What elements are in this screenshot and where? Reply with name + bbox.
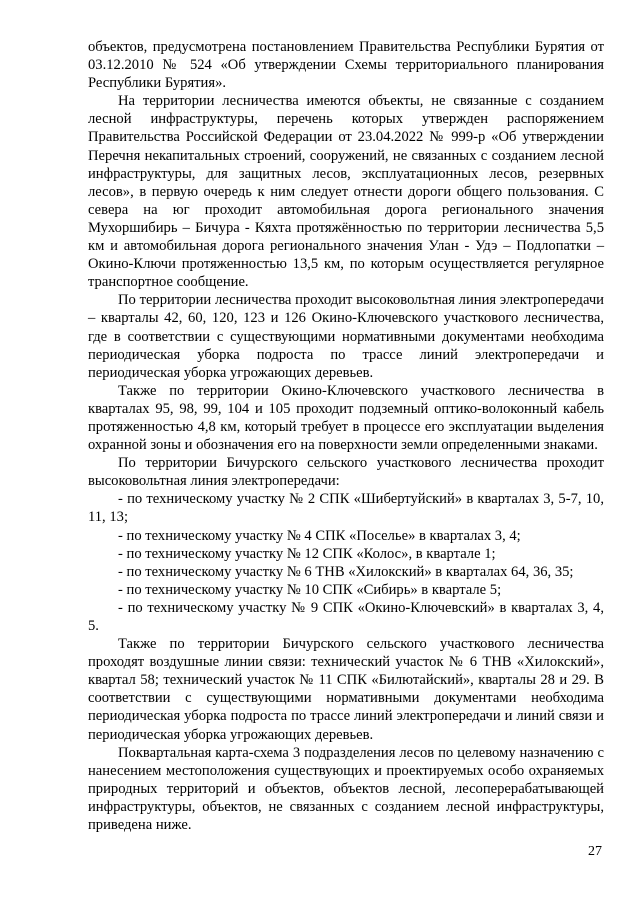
list-item: - по техническому участку № 10 СПК «Сибирь» в квартале 5; [118,581,502,598]
page-number: 27 [588,844,602,859]
paragraph-continuation: объектов, предусмотрена постановлением Правительства Республики Бурятия от 03.12.2010 № 524 «Об утверждении Схемы территориального планирования Республики Бурятия». [88,39,604,92]
paragraph-bichura-power-line-intro: По территории Бичурского сельского участкового лесничества проходит высоковольтная линия электропередачи: [88,455,604,490]
paragraph-communication-lines: Также по территории Бичурского сельского участкового лесничества проходят воздушные линии связи: технический участок № 6 ТНВ «Хилокский», квартал 58; технический участок № 11 СПК «Билютайский», кварталы 28 и 29. В соответствии с существующими нормативными документами необходима периодическая уборка подроста по трассе линий электропередачи и линий связи и периодическая уборка угрожающих деревьев. [88,636,604,743]
paragraph-power-line: По территории лесничества проходит высоковольтная линия электропередачи – кварталы 42, 60, 120, 123 и 126 Окино-Ключевского участкового лесничества, где в соответствии с существующими нормативными документами необходима периодическая уборка подроста по трассе линий электропередачи и периодическая уборка угрожающих деревьев. [88,292,604,381]
list-item: - по техническому участку № 12 СПК «Колос», в квартале 1; [118,545,496,562]
list-item: - по техническому участку № 9 СПК «Окино-Ключевский» в кварталах 3, 4, 5. [88,599,604,634]
paragraph-non-infrastructure-objects: На территории лесничества имеются объекты, не связанные с созданием лесной инфраструктуры, перечень которых утвержден распоряжением Правительства Российской Федерации от 23.04.2022 № 999-р «Об утверждении Перечня некапитальных строений, сооружений, не связанных с созданием лесной инфраструктуры, для защитных лесов, эксплуатационных лесов, резервных лесов», в первую очередь к ним следует отнести дороги общего пользования. С севера на юг проходит автомобильная дорога регионального значения Мухоршибирь – Бичура - Кяхта протяжённостью по территории лесничества 5,5 км и автомобильная дорога регионального значения Улан - Удэ – Подлопатки – Окино-Ключи протяженностью 13,5 км, по которым осуществляется регулярное транспортное сообщение. [88,93,604,291]
list-item: - по техническому участку № 6 ТНВ «Хилокский» в кварталах 64, 36, 35; [118,563,574,580]
paragraph-map-reference: Поквартальная карта-схема 3 подразделения лесов по целевому назначению с нанесением местоположения существующих и проектируемых особо охраняемых природных территорий и объектов, объектов лесной, лесоперерабатывающей инфраструктуры, объектов, не связанных с созданием лесной инфраструктуры, приведена ниже. [88,744,604,834]
list-item: - по техническому участку № 2 СПК «Шибертуйский» в кварталах 3, 5-7, 10, 11, 13; [88,491,604,526]
document-body [88,38,604,834]
paragraph-fiber-cable: Также по территории Окино-Ключевского участкового лесничества в кварталах 95, 98, 99, 104 и 105 проходит подземный оптико-волоконный кабель протяженностью 4,8 км, который требует в процессе его эксплуатации выделения охранной зоны и обозначения его на поверхности земли определенными знаками. [88,382,604,454]
list-item: - по техническому участку № 4 СПК «Поселье» в кварталах 3, 4; [118,527,521,544]
